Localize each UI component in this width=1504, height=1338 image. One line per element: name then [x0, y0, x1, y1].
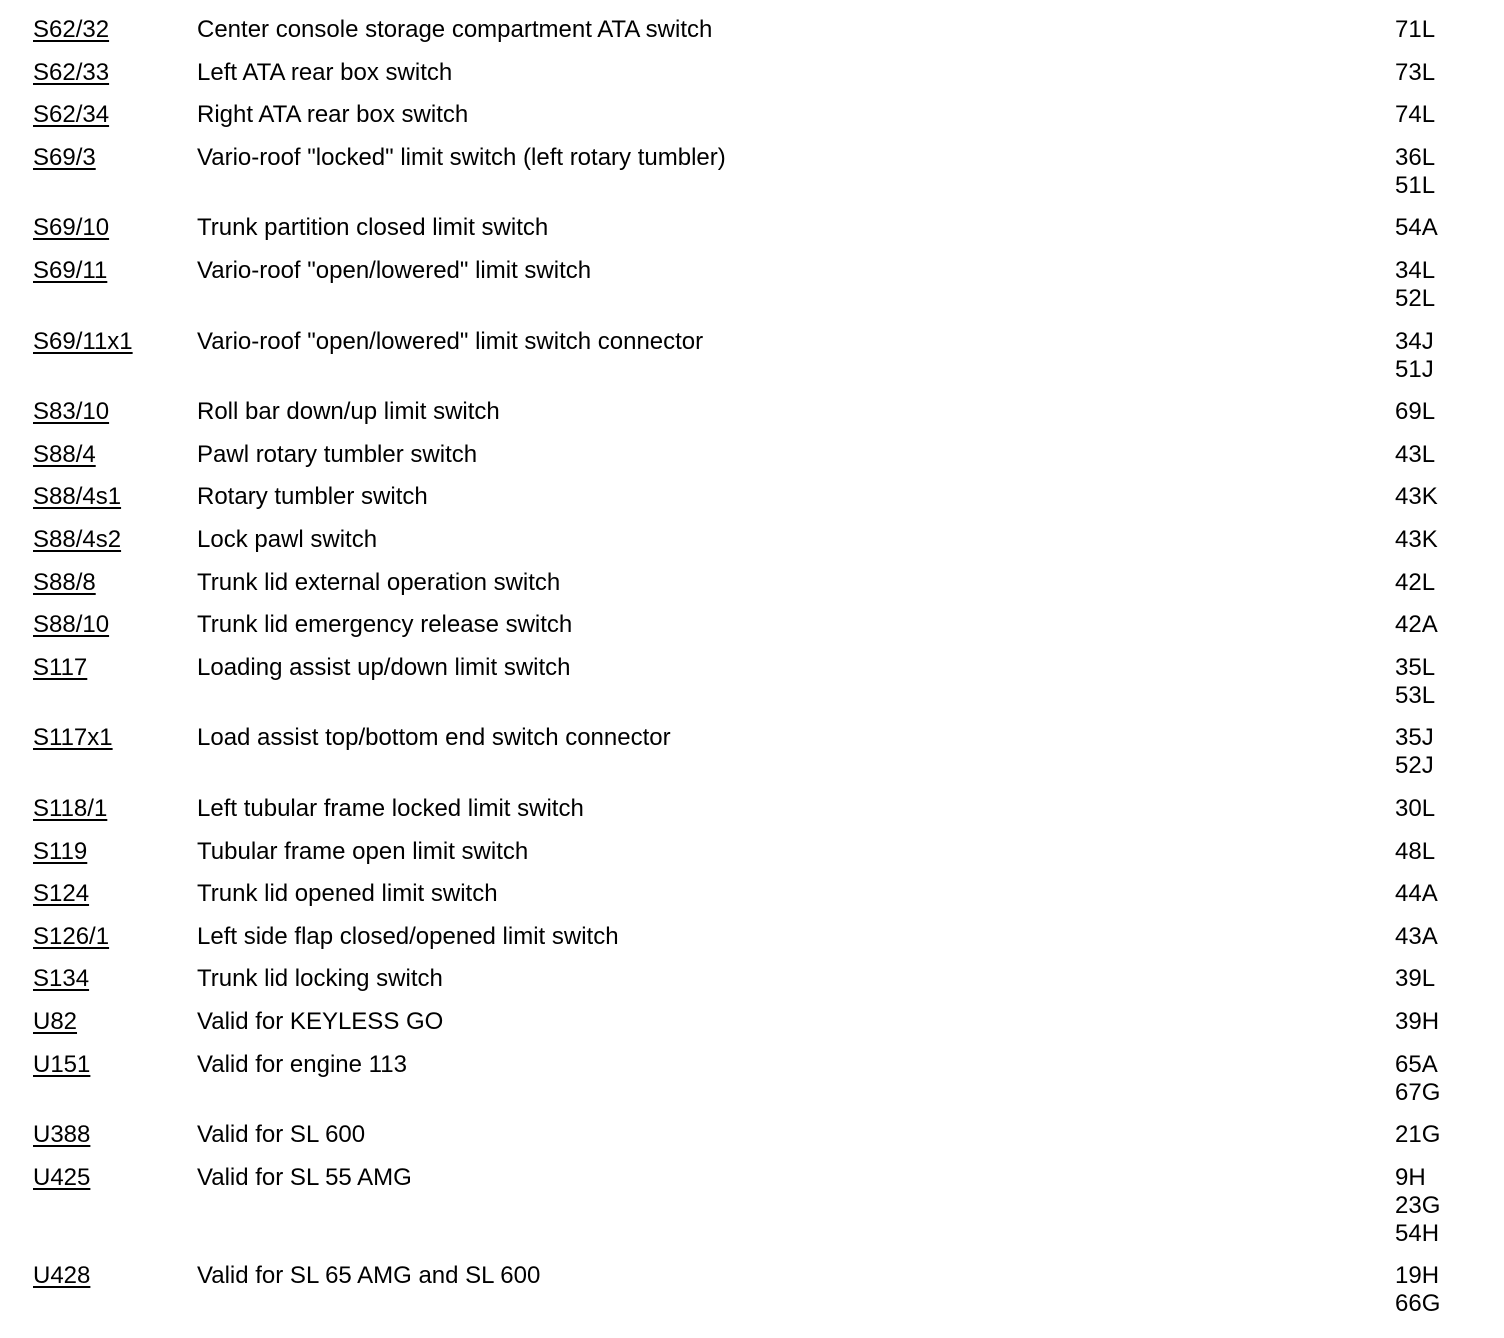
component-code-link[interactable]: S119 [33, 837, 88, 865]
component-code-link[interactable]: U151 [33, 1050, 91, 1078]
component-description: Center console storage compartment ATA switch [197, 16, 713, 43]
grid-references [1395, 101, 1435, 129]
component-description: Valid for SL 55 AMG [197, 1163, 412, 1191]
component-description: Valid for engine 113 [197, 1050, 407, 1078]
component-description: Valid for KEYLESS GO [197, 1008, 444, 1035]
grid-reference: 42L [1395, 568, 1436, 596]
component-code-link[interactable]: U388 [33, 1121, 91, 1149]
grid-reference: 67G [1395, 1078, 1441, 1106]
grid-references [1395, 923, 1438, 951]
grid-reference: 69L [1395, 398, 1436, 426]
grid-reference: 71L [1395, 16, 1436, 43]
grid-references [1395, 398, 1435, 426]
grid-references [1395, 59, 1435, 87]
grid-references [1395, 569, 1435, 597]
component-description: Left ATA rear box switch [197, 58, 453, 86]
grid-reference: 51J [1395, 355, 1434, 383]
grid-references [1395, 1008, 1439, 1036]
grid-reference: 39L [1395, 965, 1436, 993]
component-description: Trunk lid emergency release switch [197, 611, 573, 639]
component-description: Rotary tumbler switch [197, 483, 428, 511]
component-description: Vario-roof "locked" limit switch (left rotary tumbler) [197, 143, 726, 171]
grid-references [1395, 526, 1438, 554]
component-code-link[interactable]: S124 [33, 880, 90, 908]
grid-reference: 52L [1395, 285, 1436, 312]
component-code-link[interactable]: S118/1 [33, 795, 108, 822]
grid-reference: 53L [1395, 681, 1436, 709]
grid-reference: 35J [1395, 724, 1434, 752]
grid-references [1395, 144, 1435, 200]
grid-references [1395, 795, 1435, 823]
grid-references [1395, 654, 1435, 710]
grid-reference: 44A [1395, 880, 1438, 908]
component-code-link[interactable]: U425 [33, 1163, 91, 1191]
grid-references [1395, 1262, 1440, 1318]
component-code-link[interactable]: S117x1 [33, 724, 113, 752]
grid-reference: 43A [1395, 922, 1438, 950]
component-description: Pawl rotary tumbler switch [197, 440, 478, 468]
component-code-link[interactable]: S88/4 [33, 440, 96, 468]
component-code-link[interactable]: S117 [33, 653, 88, 681]
component-code-link[interactable]: S62/34 [33, 101, 110, 129]
component-code-link[interactable]: S69/10 [33, 214, 110, 242]
grid-references [1395, 611, 1438, 639]
grid-references [1395, 328, 1434, 384]
component-code-link[interactable]: S88/8 [33, 568, 96, 596]
component-description: Lock pawl switch [197, 526, 378, 553]
component-code-link[interactable]: S134 [33, 965, 90, 993]
component-code-link[interactable]: U428 [33, 1262, 91, 1290]
component-code-link[interactable]: S62/33 [33, 58, 110, 86]
grid-references [1395, 16, 1435, 44]
grid-reference: 66G [1395, 1290, 1441, 1318]
component-code-link[interactable]: S88/4s1 [33, 483, 122, 511]
grid-reference: 21G [1395, 1121, 1441, 1149]
grid-references [1395, 257, 1435, 313]
grid-references [1395, 880, 1438, 908]
grid-references [1395, 1051, 1440, 1107]
grid-reference: 34L [1395, 257, 1436, 284]
component-description: Roll bar down/up limit switch [197, 398, 500, 426]
component-description: Tubular frame open limit switch [197, 837, 529, 865]
component-description: Loading assist up/down limit switch [197, 653, 571, 681]
grid-references [1395, 1164, 1440, 1248]
grid-reference: 23G [1395, 1191, 1441, 1219]
component-description: Trunk lid opened limit switch [197, 880, 498, 908]
component-code-link[interactable]: S69/11x1 [33, 327, 133, 355]
component-description: Valid for SL 65 AMG and SL 600 [197, 1262, 541, 1290]
grid-reference: 52J [1395, 752, 1434, 780]
grid-reference: 74L [1395, 101, 1436, 129]
grid-reference: 65A [1395, 1050, 1438, 1078]
grid-reference: 39H [1395, 1008, 1440, 1035]
component-code-link[interactable]: S83/10 [33, 398, 110, 426]
component-code-link[interactable]: U82 [33, 1008, 78, 1035]
component-description: Right ATA rear box switch [197, 101, 469, 129]
grid-references [1395, 441, 1435, 469]
grid-reference: 43L [1395, 440, 1436, 468]
grid-references [1395, 1121, 1440, 1149]
grid-reference: 36L [1395, 143, 1436, 171]
component-code-link[interactable]: S62/32 [33, 16, 110, 43]
component-code-link[interactable]: S69/3 [33, 143, 96, 171]
component-description: Vario-roof "open/lowered" limit switch connector [197, 327, 704, 355]
grid-reference: 51L [1395, 171, 1436, 199]
component-description: Trunk lid external operation switch [197, 568, 561, 596]
grid-references [1395, 483, 1438, 511]
grid-reference: 30L [1395, 795, 1436, 822]
grid-references [1395, 965, 1435, 993]
component-description: Vario-roof "open/lowered" limit switch [197, 257, 592, 284]
grid-reference: 34J [1395, 327, 1434, 355]
component-description: Left side flap closed/opened limit switch [197, 922, 619, 950]
component-code-link[interactable]: S88/4s2 [33, 526, 122, 553]
grid-reference: 54A [1395, 214, 1438, 242]
component-description: Left tubular frame locked limit switch [197, 795, 584, 822]
component-code-link[interactable]: S88/10 [33, 611, 110, 639]
component-description: Load assist top/bottom end switch connector [197, 724, 671, 752]
grid-reference: 43K [1395, 483, 1438, 511]
grid-references [1395, 214, 1438, 242]
component-description: Trunk partition closed limit switch [197, 214, 549, 242]
grid-reference: 48L [1395, 837, 1436, 865]
grid-reference: 35L [1395, 653, 1436, 681]
grid-reference: 19H [1395, 1262, 1440, 1290]
grid-reference: 54H [1395, 1219, 1440, 1247]
component-code-link[interactable]: S69/11 [33, 257, 108, 284]
component-description: Valid for SL 600 [197, 1121, 366, 1149]
grid-reference: 43K [1395, 526, 1438, 553]
grid-reference: 73L [1395, 58, 1436, 86]
grid-reference: 42A [1395, 611, 1438, 639]
component-description: Trunk lid locking switch [197, 965, 443, 993]
grid-references [1395, 838, 1435, 866]
grid-references [1395, 724, 1434, 780]
grid-reference: 9H [1395, 1163, 1426, 1191]
component-code-link[interactable]: S126/1 [33, 922, 110, 950]
